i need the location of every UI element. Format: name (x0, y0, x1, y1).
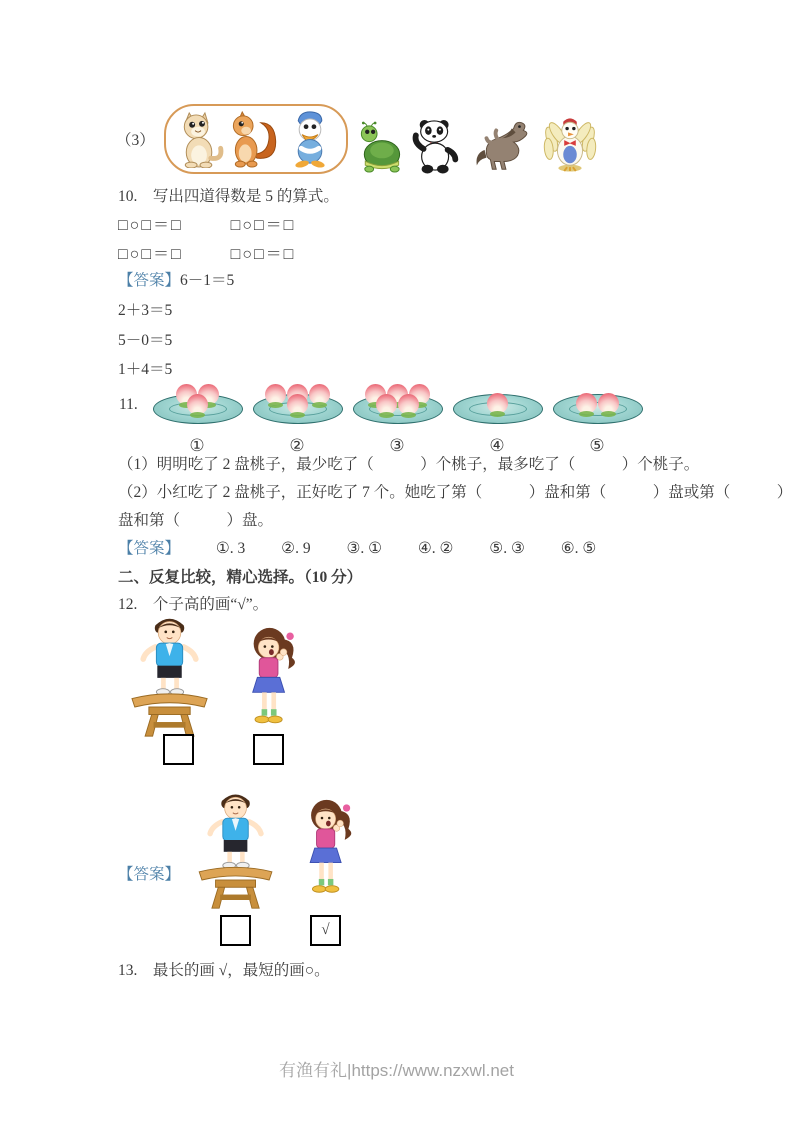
q11-line-1: （1）明明吃了 2 盘桃子，最少吃了（ ）个桃子，最多吃了（ ）个桃子。 (118, 456, 700, 473)
peach-plate (248, 372, 346, 455)
boy-on-stool-illustration (120, 614, 220, 738)
equation-row-1 (118, 212, 295, 235)
panda-icon (412, 118, 464, 174)
peach-icon (576, 393, 597, 414)
answer-label: 【答案】 (118, 866, 181, 883)
equation-blank: □○□＝□ (230, 217, 296, 234)
plate-label: ① (189, 436, 205, 455)
answer-label: 【答案】 (118, 540, 181, 557)
checkbox-boy (163, 734, 194, 765)
turtle-icon (355, 121, 405, 174)
peach-plate (348, 372, 446, 455)
plate-label: ② (289, 436, 305, 455)
q11-line-2: （2）小红吃了 2 盘桃子，正好吃了 7 个。她吃了第（ ）盘和第（ ）盘或第（ ） (118, 484, 793, 501)
q11-answer-line (118, 536, 596, 558)
peach-plate (448, 372, 546, 455)
footer-watermark: 有渔有礼|https://www.nzxwl.net (279, 1061, 514, 1080)
horse-icon (471, 116, 535, 174)
question-11-number: 11. (119, 396, 138, 413)
q11-answer-item: ⑤. ③ (489, 540, 525, 557)
q10-answer-1: 6－1＝5 (180, 272, 235, 289)
peach-icon (398, 394, 419, 415)
question-10-title: 10. 写出四道得数是 5 的算式。 (118, 188, 339, 205)
peach-icon (187, 394, 208, 415)
squirrel-icon (229, 111, 281, 168)
peach-icon (376, 394, 397, 415)
q11-answer-item: ⑥. ⑤ (560, 540, 597, 557)
duck-icon (286, 109, 334, 168)
plate-label: ③ (389, 436, 405, 455)
peach-icon (487, 393, 508, 414)
equation-blank: □○□＝□ (230, 246, 296, 263)
equation-row-2 (118, 241, 295, 264)
q11-answer-item: ③. ① (346, 540, 382, 557)
q11-answer-item: ②. 9 (281, 540, 311, 557)
cat-icon (178, 111, 224, 168)
checkmark: √ (321, 922, 330, 938)
plate-label: ⑤ (589, 436, 605, 455)
answer-label: 【答案】 (118, 272, 181, 289)
checkbox-girl (253, 734, 284, 765)
checkbox-girl-answer (310, 915, 341, 946)
question-13-title: 13. 最长的画 √，最短的画○。 (118, 962, 330, 979)
question-10-number: 10. (118, 188, 138, 205)
part3-label: （3） (116, 132, 155, 149)
section-2-title: 二、反复比较，精心选择。（10 分） (118, 569, 363, 586)
q10-answer-3: 5－0＝5 (118, 332, 173, 349)
peach-icon (598, 393, 619, 414)
peach-icon (265, 384, 286, 405)
q11-answer-item: ④. ② (417, 540, 454, 557)
checkbox-boy-answer (220, 915, 251, 946)
girl-illustration-answer (288, 798, 366, 909)
peach-icon (287, 394, 308, 415)
q10-answer-line-1 (118, 268, 234, 290)
peach-plate (148, 372, 246, 455)
question-12-number: 12. (118, 596, 138, 613)
peach-plates-row (148, 372, 646, 455)
plate-label: ④ (489, 436, 505, 455)
question-12-title: 12. 个子高的画“√”。 (118, 596, 269, 613)
girl-illustration (230, 626, 310, 740)
boy-on-stool-illustration-answer (188, 790, 284, 910)
equation-blank: □○□＝□ (118, 217, 183, 234)
rooster-icon (542, 114, 598, 174)
peach-icon (309, 384, 330, 405)
q10-answer-4: 1＋4＝5 (118, 361, 173, 378)
equation-blank: □○□＝□ (118, 246, 183, 263)
q11-line-3: 盘和第（ ）盘。 (118, 512, 274, 529)
peach-plate (548, 372, 646, 455)
question-9-part3-row (116, 104, 598, 174)
q11-answer-item: ①. 3 (215, 540, 246, 557)
circled-animal-group (164, 104, 348, 174)
q10-answer-2: 2＋3＝5 (118, 302, 173, 319)
question-13-number: 13. (118, 962, 138, 979)
